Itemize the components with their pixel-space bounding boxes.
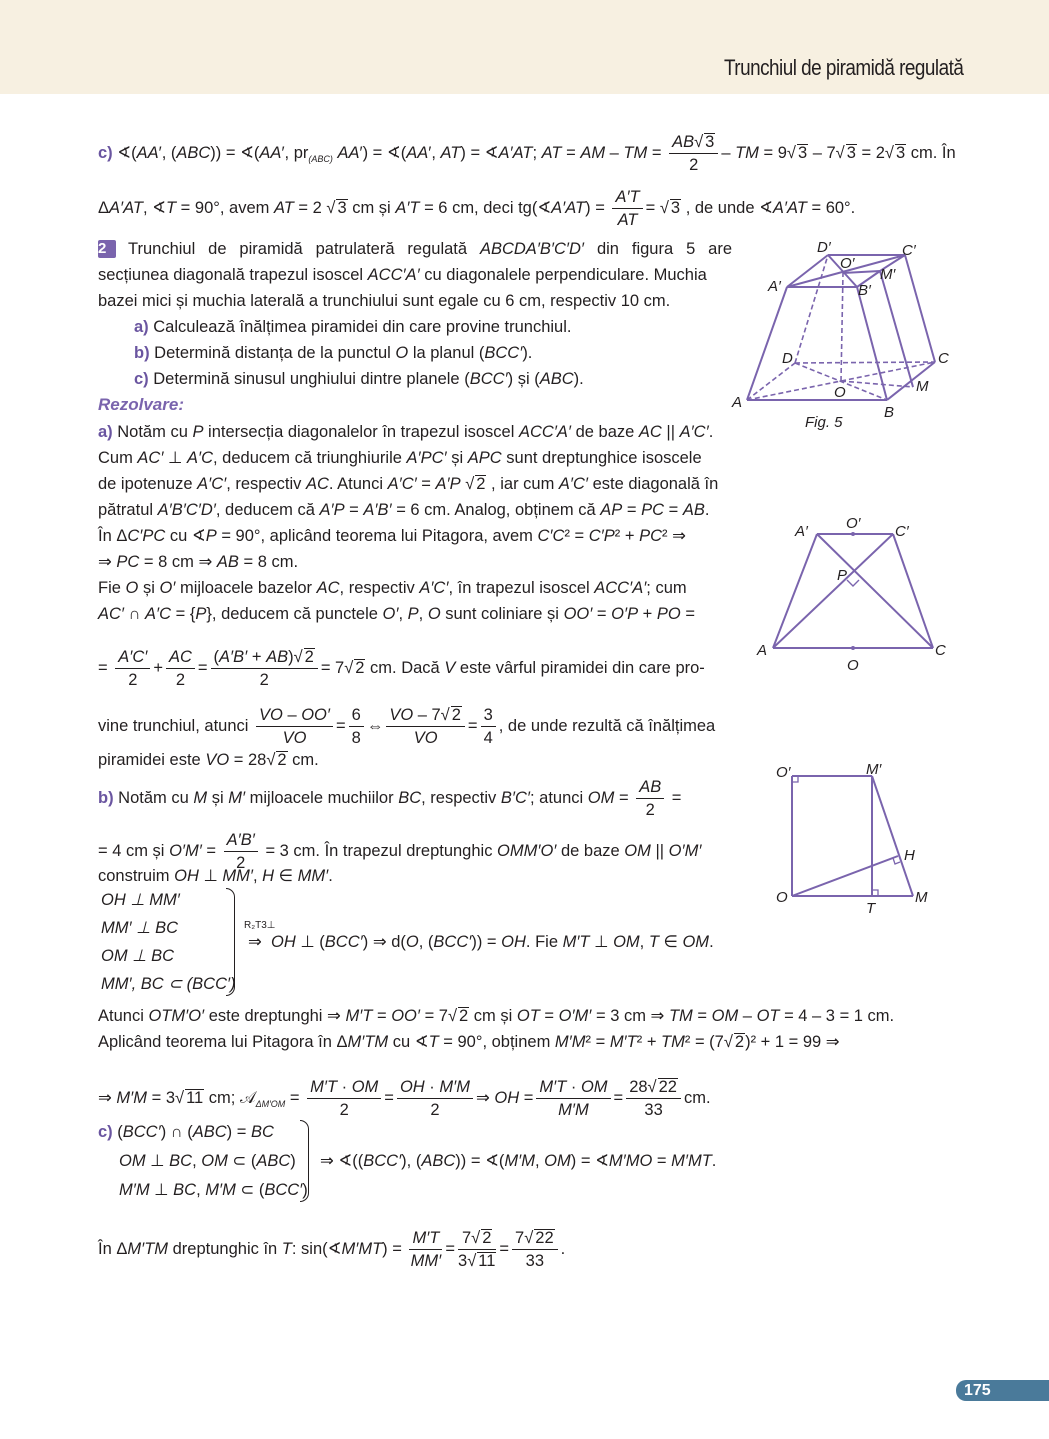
edge-AA1: [747, 287, 787, 400]
solution-b-line-3: construim OH ⊥ MM′, H ∈ MM′.: [98, 867, 333, 885]
solution-b-after-2: Aplicând teorema lui Pitagora în ΔM′TM cu ∢T = 90°, obținem M′M² = M′T² + TM² = (7√ 2)² + 1 = 99 ⇒: [98, 1033, 840, 1051]
label-D1: D′: [817, 239, 831, 256]
solution-b-line-1: b) Notăm cu M și M′ mijloacele muchiilor BC, respectiv B′C′; atunci OM = $\frac{AB}{2}$ =: [98, 778, 682, 819]
side-CC1: [893, 534, 933, 648]
task-a: [134, 317, 571, 337]
solution-a-line-11: piramidei este VO = 28√ 2 cm.: [98, 751, 319, 769]
task-b: b) Determină distanța de la punctul O la planul (BCC′).: [134, 344, 533, 362]
task-label: a): [134, 318, 149, 336]
chapter-title: Trunchiul de piramidă regulată: [723, 55, 963, 80]
label-H: H: [904, 847, 915, 864]
solution-b-after-1: Atunci OTM′O′ este dreptunghi ⇒ M′T = OO′ = 7√ 2 cm și OT = O′M′ = 3 cm ⇒ TM = OM – OT = 4 – 3 = 1 cm.: [98, 1007, 895, 1025]
solution-a-line-6: ⇒ PC = 8 cm ⇒ AB = 8 cm.: [98, 553, 299, 571]
system-b-item: OM ⊥ BC: [101, 947, 175, 965]
label-M1: M′: [880, 266, 896, 283]
label-M: M: [915, 889, 928, 906]
system-b-conclusion: ⇒ OH ⊥ (BCC′) ⇒ d(O, (BCC′)) = OH. Fie M′T ⊥ OM, T ∈ OM.: [248, 933, 714, 951]
solution-a-line-5: În ΔC′PC cu ∢P = 90°, aplicând teorema lui Pitagora, avem C′C² = C′P² + PC² ⇒: [98, 527, 686, 545]
system-b-item: MM′, BC ⊂ (BCC′): [101, 975, 236, 993]
prev-solution-line-1: c) ∢(AA′, (ABC)) = ∢(AA′, $pr_{(ABC)}$ AA′) = ∢(AA′, AT) = ∢A′AT; AT = AM – TM = $\frac{AB√ 3}{2}$ – TM = 9√ 3 – 7√ 3 = 2√ 3 cm. În: [98, 133, 956, 174]
figure-5-frustum: [730, 235, 970, 435]
page-header: [0, 0, 1049, 94]
figure-right-trapezoid: [770, 760, 960, 920]
right-angle-mark: [893, 858, 900, 864]
system-brace: [226, 888, 235, 996]
side-AA1: [773, 534, 817, 648]
label-B1: B′: [858, 282, 871, 299]
label-M: M: [916, 378, 929, 395]
task-c: c) Determină sinusul unghiului dintre planele (BCC′) și (ABC).: [134, 370, 584, 388]
label-B: B: [884, 404, 895, 421]
exercise-number-badge: 2: [98, 240, 116, 258]
label-M1: M′: [866, 761, 882, 778]
page-number: 175: [956, 1380, 1049, 1401]
part-label: b): [98, 788, 114, 807]
solution-a-line-2: Cum AC′ ⊥ A′C, deducem că triunghiurile A′PC′ și APC sunt dreptunghice isoscele: [98, 449, 702, 467]
midpoint-O1: [851, 532, 855, 536]
label-O1: O′: [846, 515, 861, 532]
label-A: A: [732, 394, 743, 411]
label-D: D: [782, 350, 793, 367]
part-label: c): [98, 1123, 113, 1141]
edge-CC1: [905, 255, 935, 362]
segment-OH: [792, 856, 898, 896]
solution-heading: Rezolvare:: [98, 395, 184, 414]
system-c-item: c) (BCC′) ∩ (ABC) = BC: [98, 1123, 274, 1141]
exercise-statement-1: 2 Trunchiul de piramidă patrulateră regulată ABCDA′B′C′D′ din figura 5 are: [98, 240, 733, 258]
task-label: b): [134, 344, 150, 362]
exercise-statement-2: secțiunea diagonală trapezul isoscel ACC′A′ cu diagonalele perpendiculare. Muchia: [98, 266, 707, 284]
label-P: P: [837, 567, 848, 584]
task-text: Calculează înălțimea piramidei din care provine trunchiul.: [153, 318, 572, 336]
solution-a-line-4: pătratul A′B′C′D′, deducem că A′P = A′B′ = 6 cm. Analog, obținem că AP = PC = AB.: [98, 501, 710, 519]
label-A: A: [757, 642, 768, 659]
system-brace: [300, 1120, 309, 1202]
label-C1: C′: [895, 523, 909, 540]
label-O: O: [834, 384, 846, 401]
task-label: c): [134, 370, 149, 388]
solution-c-final: În ΔM′TM dreptunghic în T: sin(∢M′MT) = $\frac{M'T}{MM'}$ = $\frac{7√ 2}{3√ 11}$ = $\frac{7√ 22}{33}$ .: [98, 1229, 566, 1270]
segment-OM: [841, 381, 913, 387]
edge-DD1: [795, 255, 828, 363]
side-MM1: [872, 776, 913, 896]
label-O: O: [776, 889, 788, 906]
exercise-statement-3: bazei mici și muchia laterală a trunchiului sunt egale cu 6 cm, respectiv 10 cm.: [98, 292, 671, 310]
solution-a-line-1: a) Notăm cu P intersecția diagonalelor în trapezul isoscel ACC′A′ de baze AC || A′C′.: [98, 423, 714, 441]
system-b-item: OH ⊥ MM′: [101, 891, 180, 909]
prev-solution-line-2: ΔA′AT, ∢T = 90°, avem AT = 2 √ 3 cm și A′T = 6 cm, deci tg(∢A′AT) = $\frac{A'T}{AT}$ = √ 3 , de unde ∢A′AT = 60°.: [98, 188, 856, 229]
solution-a-line-8: AC′ ∩ A′C = {P}, deducem că punctele O′, P, O sunt coliniare și OO′ = O′P + PO =: [98, 605, 695, 623]
solution-a-line-9: = $\frac{A'C'}{2}$ + $\frac{AC}{2}$ = $\frac{(A'B' + AB)√ 2}{2}$ = 7√ 2 cm. Dacă V este vârful piramidei din care pro-: [98, 648, 705, 689]
figure-trapezoid: [745, 510, 965, 680]
label-C1: C′: [902, 242, 916, 259]
solution-a-line-7: Fie O și O′ mijloacele bazelor AC, respectiv A′C′, în trapezul isoscel ACC′A′; cum: [98, 579, 687, 597]
label-C: C: [938, 350, 949, 367]
theorem-tag: R₂T3⊥: [244, 920, 276, 931]
label-O1: O′: [776, 764, 791, 781]
system-c-item: M′M ⊥ BC, M′M ⊂ (BCC′): [119, 1181, 308, 1199]
solution-b-after-3: ⇒ M′M = 3√ 11 cm; 𝒜$_{\Delta M'OM}$ = $\frac{M'T \cdot OM}{2}$ = $\frac{OH \cdot M'M}{2}$ ⇒ OH = $\frac{M'T \cdot OM}{M'M}$ = $\frac{28√ 22}{33}$ cm.: [98, 1078, 711, 1119]
system-b-item: MM′ ⊥ BC: [101, 919, 179, 937]
edge-DC: [795, 362, 935, 363]
label-C: C: [935, 642, 946, 659]
label-O: O: [847, 657, 859, 674]
solution-b-line-2: = 4 cm și O′M′ = $\frac{A'B'}{2}$ = 3 cm. În trapezul dreptunghic OMM′O′ de baze OM || O′M′: [98, 831, 702, 872]
part-label: a): [98, 423, 113, 441]
midpoint-O: [851, 646, 855, 650]
solution-a-line-3: de ipotenuze A′C′, respectiv AC. Atunci A′C′ = A′P √ 2 , iar cum A′C′ este diagonală în: [98, 475, 719, 493]
label-A1: A′: [768, 278, 781, 295]
right-angle-mark: [847, 580, 859, 586]
label-T: T: [866, 900, 876, 917]
figure-caption: Fig. 5: [805, 414, 843, 431]
solution-a-line-10: vine trunchiul, atunci $\frac{VO - OO'}{VO}$ = $\frac{6}{8}$ ⇔ $\frac{VO - 7√ 2}{VO}$ = $\frac{3}{4}$ , de unde rezultă că înălțimea: [98, 706, 716, 747]
label-O1: O′: [840, 255, 855, 272]
system-c-item: OM ⊥ BC, OM ⊂ (ABC): [119, 1152, 296, 1170]
label-A1: A′: [795, 523, 808, 540]
height-OO1: [841, 273, 843, 381]
part-label: c): [98, 143, 113, 162]
system-c-conclusion: ⇒ ∢((BCC′), (ABC)) = ∢(M′M, OM) = ∢M′MO = M′MT.: [320, 1152, 717, 1170]
